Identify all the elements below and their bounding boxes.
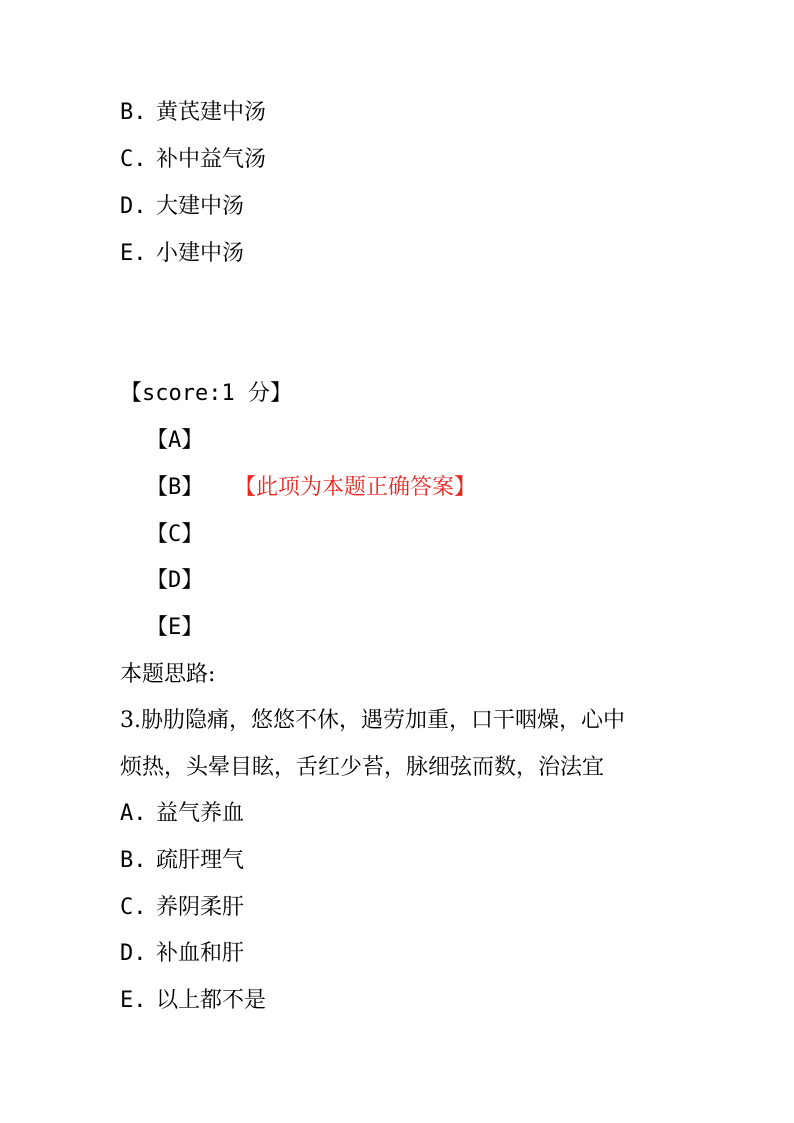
option-text: 以上都不是 (156, 988, 267, 1013)
question-3-option-c (120, 893, 244, 923)
answer-option-e: 【E】 (146, 615, 204, 640)
option-d-prev (120, 192, 244, 222)
answer-option-d: 【D】 (146, 568, 204, 593)
score-line: 【score:1 分】 (120, 381, 292, 406)
option-text: 大建中汤 (156, 194, 245, 219)
question-3-option-a (120, 799, 244, 829)
analysis-label: 本题思路: (120, 662, 216, 687)
option-text: 养阴柔肝 (156, 895, 245, 920)
question-3-option-b (120, 846, 244, 876)
option-letter: E. (120, 988, 147, 1013)
correct-answer-marker: 【此项为本题正确答案】 (234, 475, 477, 500)
option-letter: D. (120, 194, 147, 219)
option-text: 补中益气汤 (156, 147, 267, 172)
option-text: 黄芪建中汤 (156, 100, 267, 125)
option-text: 疏肝理气 (156, 848, 245, 873)
answer-option-a: 【A】 (146, 428, 204, 453)
option-letter: D. (120, 941, 147, 966)
answer-option-b-row (146, 473, 477, 503)
option-letter: B. (120, 100, 147, 125)
option-letter: E. (120, 241, 147, 266)
option-letter: C. (120, 895, 147, 920)
option-text: 补血和肝 (156, 941, 245, 966)
option-text: 小建中汤 (156, 241, 245, 266)
question-3-stem-line-1: 3.胁肋隐痛，悠悠不休，遇劳加重，口干咽燥，心中 (120, 708, 625, 733)
option-letter: A. (120, 801, 147, 826)
option-c-prev (120, 145, 266, 175)
question-3-option-d (120, 939, 244, 969)
question-3-stem-line-2: 烦热，头晕目眩，舌红少苔，脉细弦而数，治法宜 (120, 755, 605, 780)
question-3-option-e (120, 986, 266, 1016)
option-letter: B. (120, 848, 147, 873)
answer-option-b: 【B】 (146, 475, 204, 500)
option-letter: C. (120, 147, 147, 172)
option-e-prev (120, 239, 244, 269)
option-text: 益气养血 (156, 801, 245, 826)
answer-option-c: 【C】 (146, 522, 204, 547)
option-b-prev (120, 98, 266, 128)
